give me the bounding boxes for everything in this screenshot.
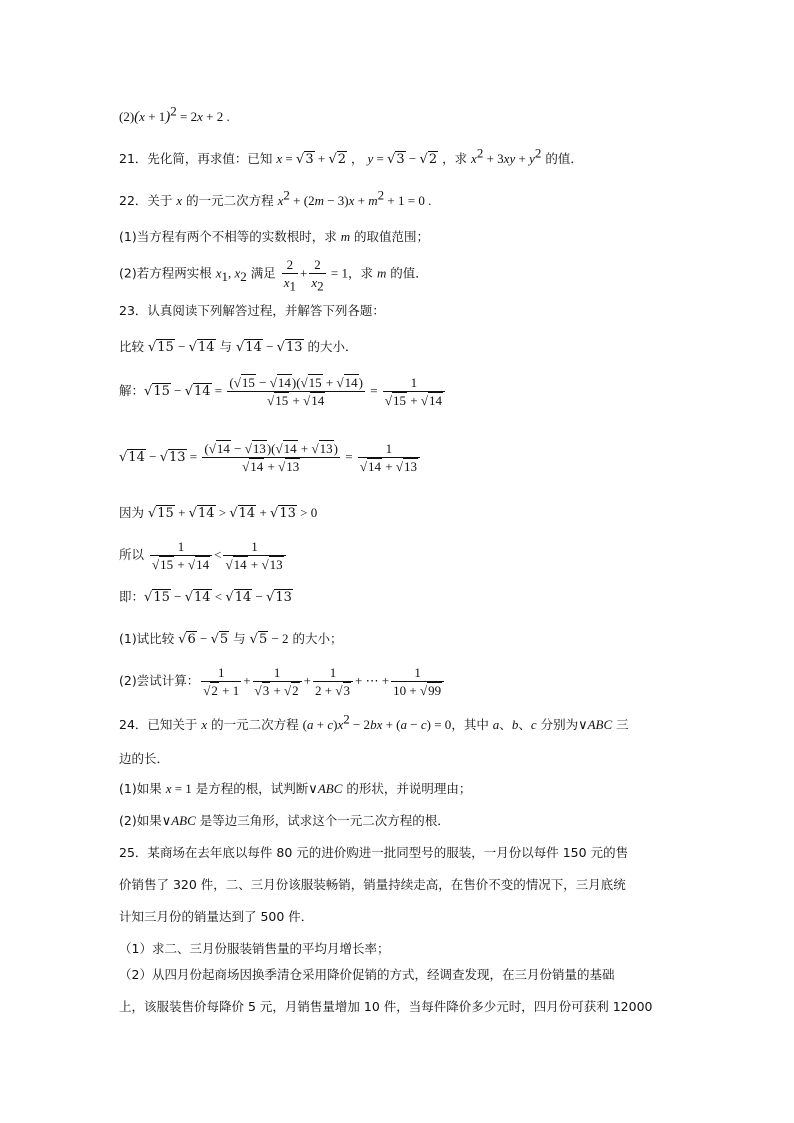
- q23-therefore: 所以 $\frac{1}{√15 + √14}$ < $\frac{1}{√14 + √13}$: [119, 538, 288, 573]
- question-24-part-1: (1)如果 x = 1 是方程的根，试判断∨ABC 的形状，并说明理由；: [119, 781, 472, 796]
- question-25-cont-2: 计知三月份的销量达到了 500 件．: [119, 909, 314, 924]
- question-24-part-2: (2)如果∨ABC 是等边三角形，试求这个一元二次方程的根．: [119, 813, 450, 828]
- question-23: 23．认真阅读下列解答过程，并解答下列各题：: [119, 303, 385, 318]
- question-24-cont: 边的长．: [119, 751, 170, 766]
- question-25-part-1: （1）求二、三月份服装销售量的平均月增长率；: [119, 941, 390, 956]
- q23-conclusion: 即：√15 − √14 < √14 − √13: [119, 589, 292, 605]
- q23-solution-2: √14 − √13 = $\frac{(√14 - √13)(√14 + √13)}{√14 + √13}$ = $\frac{1}{√14 + √13}$: [119, 440, 422, 475]
- question-22-part-1: (1)当方程有两个不相等的实数根时，求 m 的取值范围；: [119, 229, 430, 244]
- q23-solution-1: 解：√15 − √14 = $\frac{(√15 - √14)(√15 + √14)}{√15 + √14}$ = $\frac{1}{√15 + √14}$: [119, 374, 447, 409]
- question-22-part-2: (2)若方程两实根 $x_1$, $x_2$ 满足 $\frac{2}{x_1}$ + $\frac{2}{x_2}$ = 1，求 m 的值．: [119, 257, 428, 294]
- q23-compare: 比较 √15 − √14 与 √14 − √13 的大小．: [119, 339, 358, 355]
- question-25-part-2: （2）从四月份起商场因换季清仓采用降价促销的方式，经调查发现，在三月份销量的基础: [119, 967, 615, 982]
- question-25-part-2-cont: 上，该服装售价每降价 5 元，月销售量增加 10 件，当每件降价多少元时，四月份可获利 12000: [119, 999, 653, 1014]
- question-23-part-1: (1)试比较 √6 − √5 与 √5 − 2 的大小；: [119, 631, 343, 647]
- q23-because: 因为 √15 + √14 > √14 + √13 > 0: [119, 505, 318, 521]
- question-21: 21．先化简，再求值：已知 x = √3 + √2 ， y = √3 − √2 ，求 $x^2 + 3xy + y^2$ 的值．: [119, 145, 583, 167]
- question-25: 25．某商场在去年底以每件 80 元的进价购进一批同型号的服装，一月份以每件 150 元的售: [119, 845, 629, 860]
- eq-line-20-2: $(2)(x + 1)^2 = 2x + 2$ .: [119, 103, 230, 125]
- question-24: 24．已知关于 x 的一元二次方程 $(a + c)x^2 - 2bx + (a - c) = 0$，其中 a、b、c 分别为∨ABC 三: [119, 711, 629, 732]
- question-25-cont-1: 价销售了 320 件，二、三月份该服装畅销，销量持续走高，在售价不变的情况下，三月底统: [119, 877, 626, 892]
- question-23-part-2: (2)尝试计算： $\frac{1}{√2 + 1}$ + $\frac{1}{√3 + √2}$ + $\frac{1}{2 + √3}$ + ⋯ + $\frac{1}{10 + √99}$: [119, 664, 446, 699]
- question-22: 22．关于 x 的一元二次方程 $x^2 + (2m - 3)x + m^2 + 1 = 0$ .: [119, 187, 432, 208]
